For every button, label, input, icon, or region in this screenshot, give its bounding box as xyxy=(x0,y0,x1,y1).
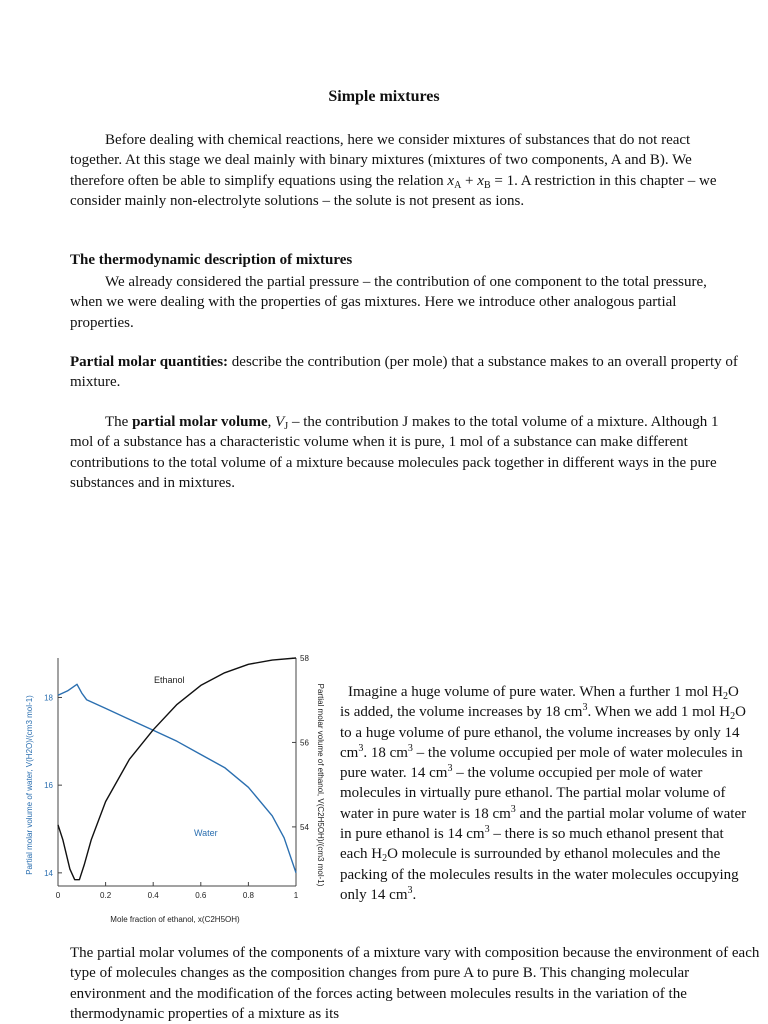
x-tick-label: 0.6 xyxy=(195,891,207,900)
y-right-tick-label: 56 xyxy=(300,738,309,748)
intro-paragraph: Before dealing with chemical reactions, here we consider mixtures of substances that do not react together. At this stage we deal mainly with binary mixtures (mixtures of two components, A and B). We therefore often be able to simplify equations using the relation $x_A + x_B = 1$. A restriction in this chapter – we consider mainly non-electrolyte solutions – the solute is not present as ions. xyxy=(70,132,717,209)
partial-molar-volume-chart xyxy=(18,650,338,928)
series-line-ethanol xyxy=(58,658,296,880)
x-tick-label: 0.2 xyxy=(100,891,112,900)
section-heading-thermo: The thermodynamic description of mixtures xyxy=(70,252,353,268)
chart-axes xyxy=(58,658,296,886)
series-line-water xyxy=(58,684,296,873)
x-tick-label: 0.4 xyxy=(147,891,159,900)
pmv-paragraph: The partial molar volume, $V_J$ – the contribution J makes to the total volume of a mixture. Although 1 mol of a substance has a characteristic volume when it is pure, 1 mol of a substance can make different contributions to the total volume of a mixture because molecules pack together in different ways in the pure substances and in mixtures. xyxy=(70,414,719,491)
thermo-paragraph: We already considered the partial pressure – the contribution of one component to the total pressure, when we were dealing with the properties of gas mixtures. Here we introduce other analogous partial properties. xyxy=(70,274,707,331)
y-axis-left-label: Partial molar volume of water, V(H2O)/(cm3 mol-1) xyxy=(25,695,34,875)
series-label-water: Water xyxy=(194,828,218,838)
x-tick-label: 1 xyxy=(293,891,299,900)
y-left-tick-label: 16 xyxy=(44,781,53,791)
x-tick-label: 0 xyxy=(55,891,61,900)
series-label-ethanol: Ethanol xyxy=(154,675,185,685)
side-paragraph: Imagine a huge volume of pure water. When a further 1 mol $H_2O$ is added, the volume increases by 18 $cm^3$. When we add 1 mol $H_2O$ to a huge volume of pure ethanol, the volume increases by only 14 $cm^3$. 18 $cm^3$ – the volume occupied per mole of water molecules in pure water. 14 $cm^3$ – the volume occupied per mole of water molecules in virtually pure ethanol. The partial molar volume of water in pure water is 18 $cm^3$ and the partial molar volume of water in pure ethanol is 14 $cm^3$ – there is so much ethanol present that each $H_2O$ molecule is surrounded by ethanol molecules and the packing of the molecules results in the water molecules occupying only 14 $cm^3$. xyxy=(340,684,747,903)
bottom-paragraph: The partial molar volumes of the components of a mixture vary with composition because the environment of each type of molecules changes as the composition changes from pure A to pure B. This changing molecular environment and the modification of the forces acting between molecules results in the variation of the thermodynamic properties of a mixture as its xyxy=(70,945,760,1022)
page-title: Simple mixtures xyxy=(328,88,440,105)
x-axis-label: Mole fraction of ethanol, x(C2H5OH) xyxy=(110,915,240,924)
pmq-paragraph: Partial molar quantities: describe the contribution (per mole) that a substance makes to an overall property of mixture. xyxy=(70,354,738,391)
y-right-tick-label: 58 xyxy=(300,654,309,663)
y-right-tick-label: 54 xyxy=(300,822,309,832)
y-left-tick-label: 18 xyxy=(44,693,53,703)
y-left-tick-label: 14 xyxy=(44,868,53,878)
y-axis-right-label: Partial molar volume of ethanol, V(C2H5OH)/(cm3 mol-1) xyxy=(316,683,325,887)
x-tick-label: 0.8 xyxy=(242,891,254,900)
